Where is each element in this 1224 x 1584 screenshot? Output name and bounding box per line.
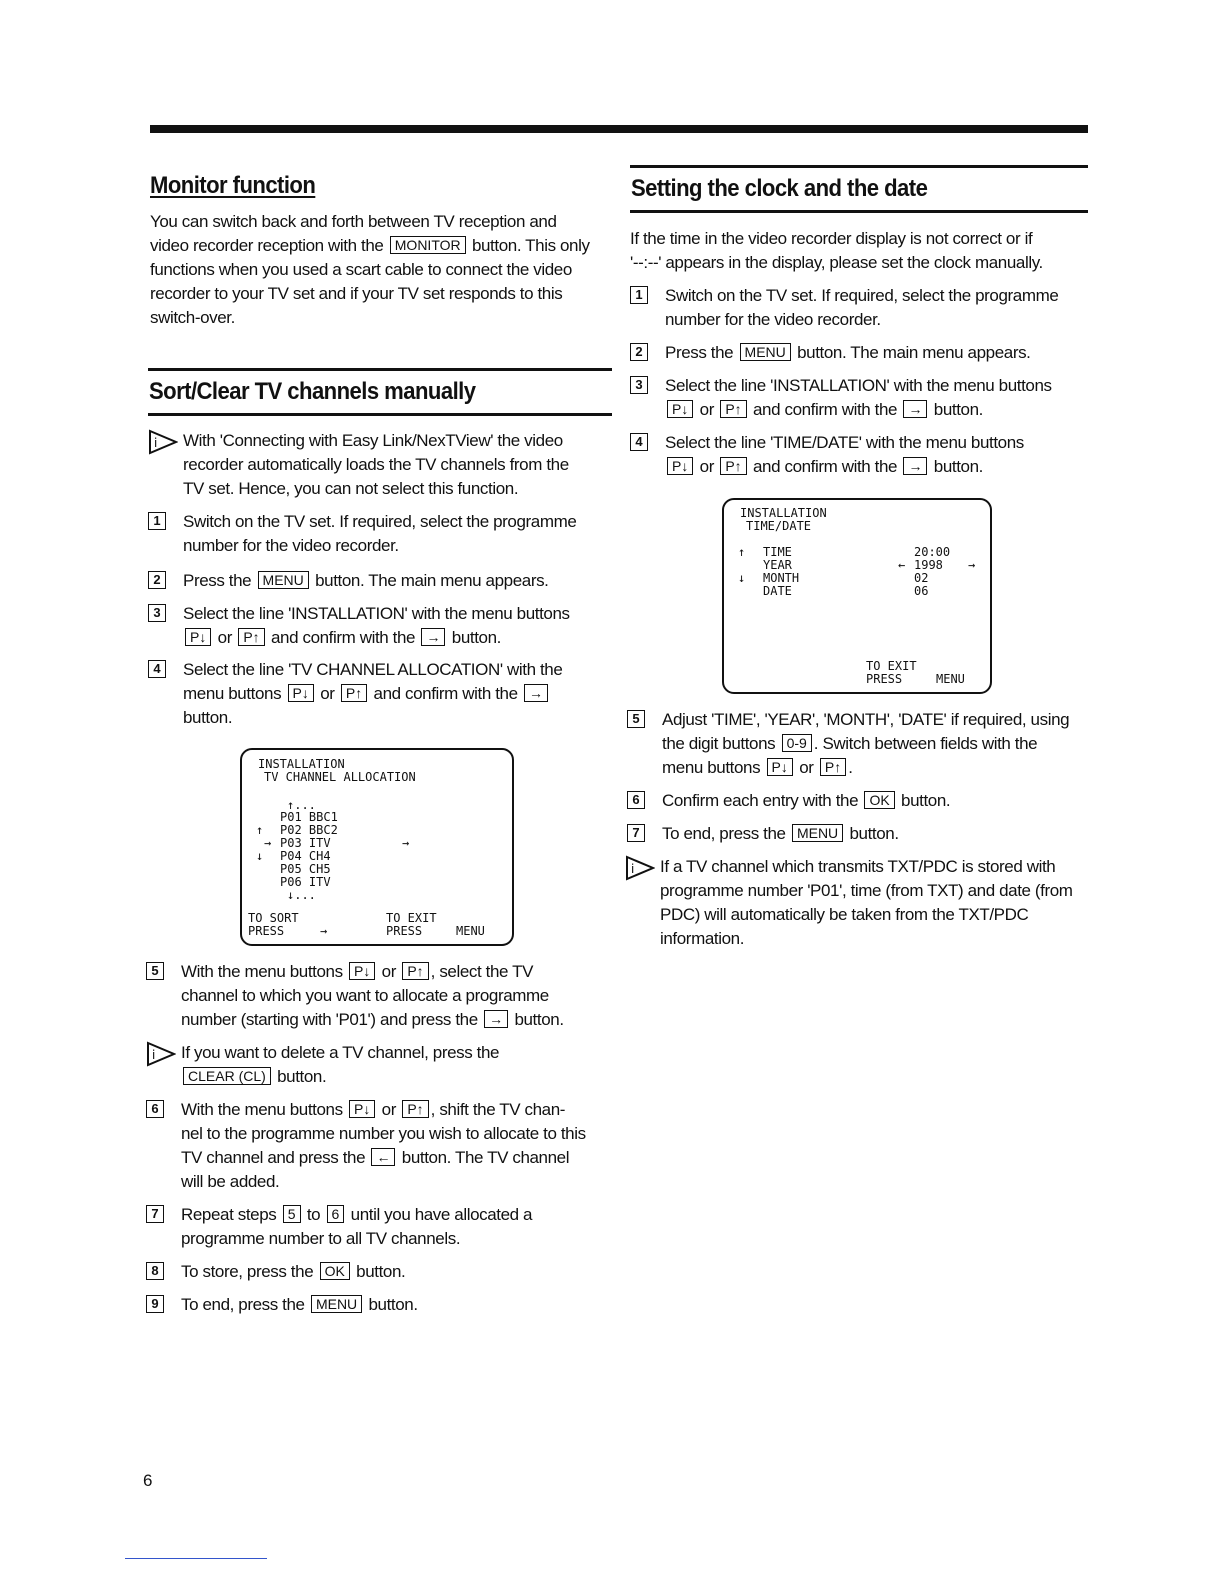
key-button-menu: MENU <box>258 571 309 589</box>
key-button-p-: P↓ <box>767 758 793 776</box>
section-rule <box>630 165 1088 168</box>
channel-row: P01 BBC1 <box>280 810 338 824</box>
key-button-p-: P↑ <box>402 962 428 980</box>
step-text: Select the line 'INSTALLATION' with the menu buttons P↓ or P↑ and confirm with the → button. <box>183 604 570 647</box>
note-text: If a TV channel which transmits TXT/PDC is stored with programme number 'P01', time (from TXT) and date (from PDC) will automatically be taken from the TXT/PDC information. <box>660 857 1073 948</box>
key-button-menu: MENU <box>792 824 843 842</box>
step-number: 6 <box>627 791 645 809</box>
exit-label: TO EXIT <box>386 911 437 925</box>
step-number: 9 <box>146 1295 164 1313</box>
step-number: 5 <box>627 710 645 728</box>
screen-subtitle: TIME/DATE <box>746 519 812 533</box>
step-text: With the menu buttons P↓ or P↑ , select the TV channel to which you want to allocate a programme number (starting with 'P01') and press the → button. <box>181 962 564 1029</box>
key-button--: → <box>524 684 548 702</box>
step-number: 1 <box>630 286 648 304</box>
svg-text:i: i <box>152 1048 155 1062</box>
step-text: Press the MENU button. The main menu appears. <box>665 343 1031 362</box>
step-number: 4 <box>148 660 166 678</box>
key-button-ok: OK <box>864 791 894 809</box>
step-number: 2 <box>148 571 166 589</box>
key-button-menu: MENU <box>740 343 791 361</box>
field-value: 06 <box>914 584 929 598</box>
bottom-link-rule <box>125 1558 267 1559</box>
tv-channel-allocation-screen <box>240 748 514 946</box>
time-date-screen <box>722 498 992 694</box>
up-arrow-icon: ↑ <box>738 545 746 559</box>
channel-row: P04 CH4 <box>280 849 331 863</box>
step-number: 6 <box>146 1100 164 1118</box>
step-number: 3 <box>630 376 648 394</box>
key-button-p-: P↓ <box>349 962 375 980</box>
key-button-0-9: 0-9 <box>782 734 812 752</box>
left-arrow-icon: ← <box>898 558 906 572</box>
exit-key: MENU <box>456 924 485 938</box>
sort-press: PRESS <box>248 924 285 938</box>
key-button--: → <box>903 457 927 475</box>
key-button-p-: P↓ <box>185 628 211 646</box>
key-button-p-: P↓ <box>288 684 314 702</box>
key-button-p-: P↑ <box>720 457 746 475</box>
exit-key: MENU <box>936 672 965 686</box>
note-arrow-icon <box>146 1041 176 1067</box>
step-text: Select the line 'TIME/DATE' with the menu buttons P↓ or P↑ and confirm with the → button. <box>665 433 1024 476</box>
key-button-ok: OK <box>320 1262 350 1280</box>
sort-label: TO SORT <box>248 911 299 925</box>
channel-row-selected: P03 ITV <box>280 836 331 850</box>
field-value-selected: 1998 <box>914 558 943 572</box>
more-up: ↑... <box>287 798 316 812</box>
more-down: ↓... <box>287 888 316 902</box>
step-number: 5 <box>146 962 164 980</box>
right-arrow-icon: → <box>968 558 976 572</box>
down-arrow-icon: ↓ <box>256 849 264 863</box>
sort-clear-heading: Sort/Clear TV channels manually <box>149 378 476 405</box>
step-text: Press the MENU button. The main menu appears. <box>183 571 549 590</box>
monitor-function-heading: Monitor function <box>150 172 316 199</box>
key-button--: → <box>421 628 445 646</box>
svg-text:i: i <box>154 436 157 450</box>
field-label: TIME <box>763 545 792 559</box>
step-text: To end, press the MENU button. <box>181 1295 418 1314</box>
right-arrow-icon: → <box>402 836 410 850</box>
step-number: 7 <box>146 1205 164 1223</box>
channel-row: P06 ITV <box>280 875 331 889</box>
key-button-clear-cl-: CLEAR (CL) <box>183 1067 271 1085</box>
key-button-menu: MENU <box>311 1295 362 1313</box>
down-arrow-icon: ↓ <box>738 571 746 585</box>
step-text: Repeat steps 5 to 6 until you have allocated a programme number to all TV channels. <box>181 1205 533 1248</box>
step-text: Switch on the TV set. If required, select the programme number for the video recorder. <box>183 512 577 555</box>
page-number: 6 <box>143 1471 153 1490</box>
field-label: MONTH <box>763 571 800 585</box>
screen-title: INSTALLATION <box>740 506 827 520</box>
key-button--: → <box>903 400 927 418</box>
note-easy-link <box>148 429 618 501</box>
sort-key: → <box>320 924 328 938</box>
field-value: 02 <box>914 571 929 585</box>
clock-intro: If the time in the video recorder display is not correct or if '--:--' appears in the display, please set the clock manually. <box>630 229 1043 272</box>
step-number: 2 <box>630 343 648 361</box>
key-button-p-: P↑ <box>402 1100 428 1118</box>
step-text: Adjust 'TIME', 'YEAR', 'MONTH', 'DATE' if required, using the digit buttons 0-9 . Switch between fields with the menu buttons P↓ or P↑ . <box>662 710 1070 777</box>
step-text: Confirm each entry with the OK button. <box>662 791 951 810</box>
exit-press: PRESS <box>386 924 423 938</box>
step-text: Select the line 'INSTALLATION' with the menu buttons P↓ or P↑ and confirm with the → button. <box>665 376 1052 419</box>
key-button--: → <box>484 1010 508 1028</box>
step-text: To end, press the MENU button. <box>662 824 899 843</box>
field-label: YEAR <box>763 558 792 572</box>
exit-label: TO EXIT <box>866 659 917 673</box>
key-button-6: 6 <box>327 1205 345 1223</box>
clock-date-heading: Setting the clock and the date <box>631 175 928 202</box>
monitor-function-text: You can switch back and forth between TV reception and video recorder reception with the MONITOR button. This only functions when you used a scart cable to connect the video recorder to your TV set and if your TV set responds to this switch-over. <box>150 212 590 327</box>
note-arrow-icon <box>625 855 655 881</box>
key-button-p-: P↓ <box>667 457 693 475</box>
channel-row: P05 CH5 <box>280 862 331 876</box>
step-text: With the menu buttons P↓ or P↑ , shift the TV chan- nel to the programme number you wish to allocate to this TV channel and press the ← button. The TV channel will be added. <box>181 1100 586 1191</box>
step-number: 4 <box>630 433 648 451</box>
key-button-p-: P↑ <box>720 400 746 418</box>
step-number: 1 <box>148 512 166 530</box>
note-arrow-icon <box>148 429 178 455</box>
key-button-monitor: MONITOR <box>390 236 466 254</box>
key-button-p-: P↑ <box>820 758 846 776</box>
key-button-p-: P↑ <box>341 684 367 702</box>
step-number: 7 <box>627 824 645 842</box>
key-button-p-: P↑ <box>238 628 264 646</box>
key-button-p-: P↓ <box>667 400 693 418</box>
top-rule <box>150 125 1088 133</box>
note-text: If you want to delete a TV channel, press the CLEAR (CL) button. <box>181 1043 500 1086</box>
field-value: 20:00 <box>914 545 951 559</box>
note-txt-pdc <box>625 855 1095 948</box>
note-text: With 'Connecting with Easy Link/NexTView' the video recorder automatically loads the TV channels from the TV set. Hence, you can not select this function. <box>183 431 569 498</box>
key-button-5: 5 <box>283 1205 301 1223</box>
step-text: Select the line 'TV CHANNEL ALLOCATION' with the menu buttons P↓ or P↑ and confirm with the → button. <box>183 660 563 727</box>
screen-title: INSTALLATION <box>258 757 345 771</box>
step-number: 8 <box>146 1262 164 1280</box>
step-text: To store, press the OK button. <box>181 1262 406 1281</box>
exit-press: PRESS <box>866 672 903 686</box>
section-rule <box>148 413 612 416</box>
key-button--: ← <box>371 1148 395 1166</box>
step-text: Switch on the TV set. If required, select the programme number for the video recorder. <box>665 286 1059 329</box>
select-arrow-icon: → <box>264 836 272 850</box>
up-arrow-icon: ↑ <box>256 823 264 837</box>
svg-text:i: i <box>631 862 634 876</box>
step-number: 3 <box>148 604 166 622</box>
field-label: DATE <box>763 584 792 598</box>
screen-subtitle: TV CHANNEL ALLOCATION <box>264 770 416 784</box>
section-rule <box>148 368 612 371</box>
key-button-p-: P↓ <box>349 1100 375 1118</box>
section-rule <box>630 210 1088 213</box>
channel-row: P02 BBC2 <box>280 823 338 837</box>
